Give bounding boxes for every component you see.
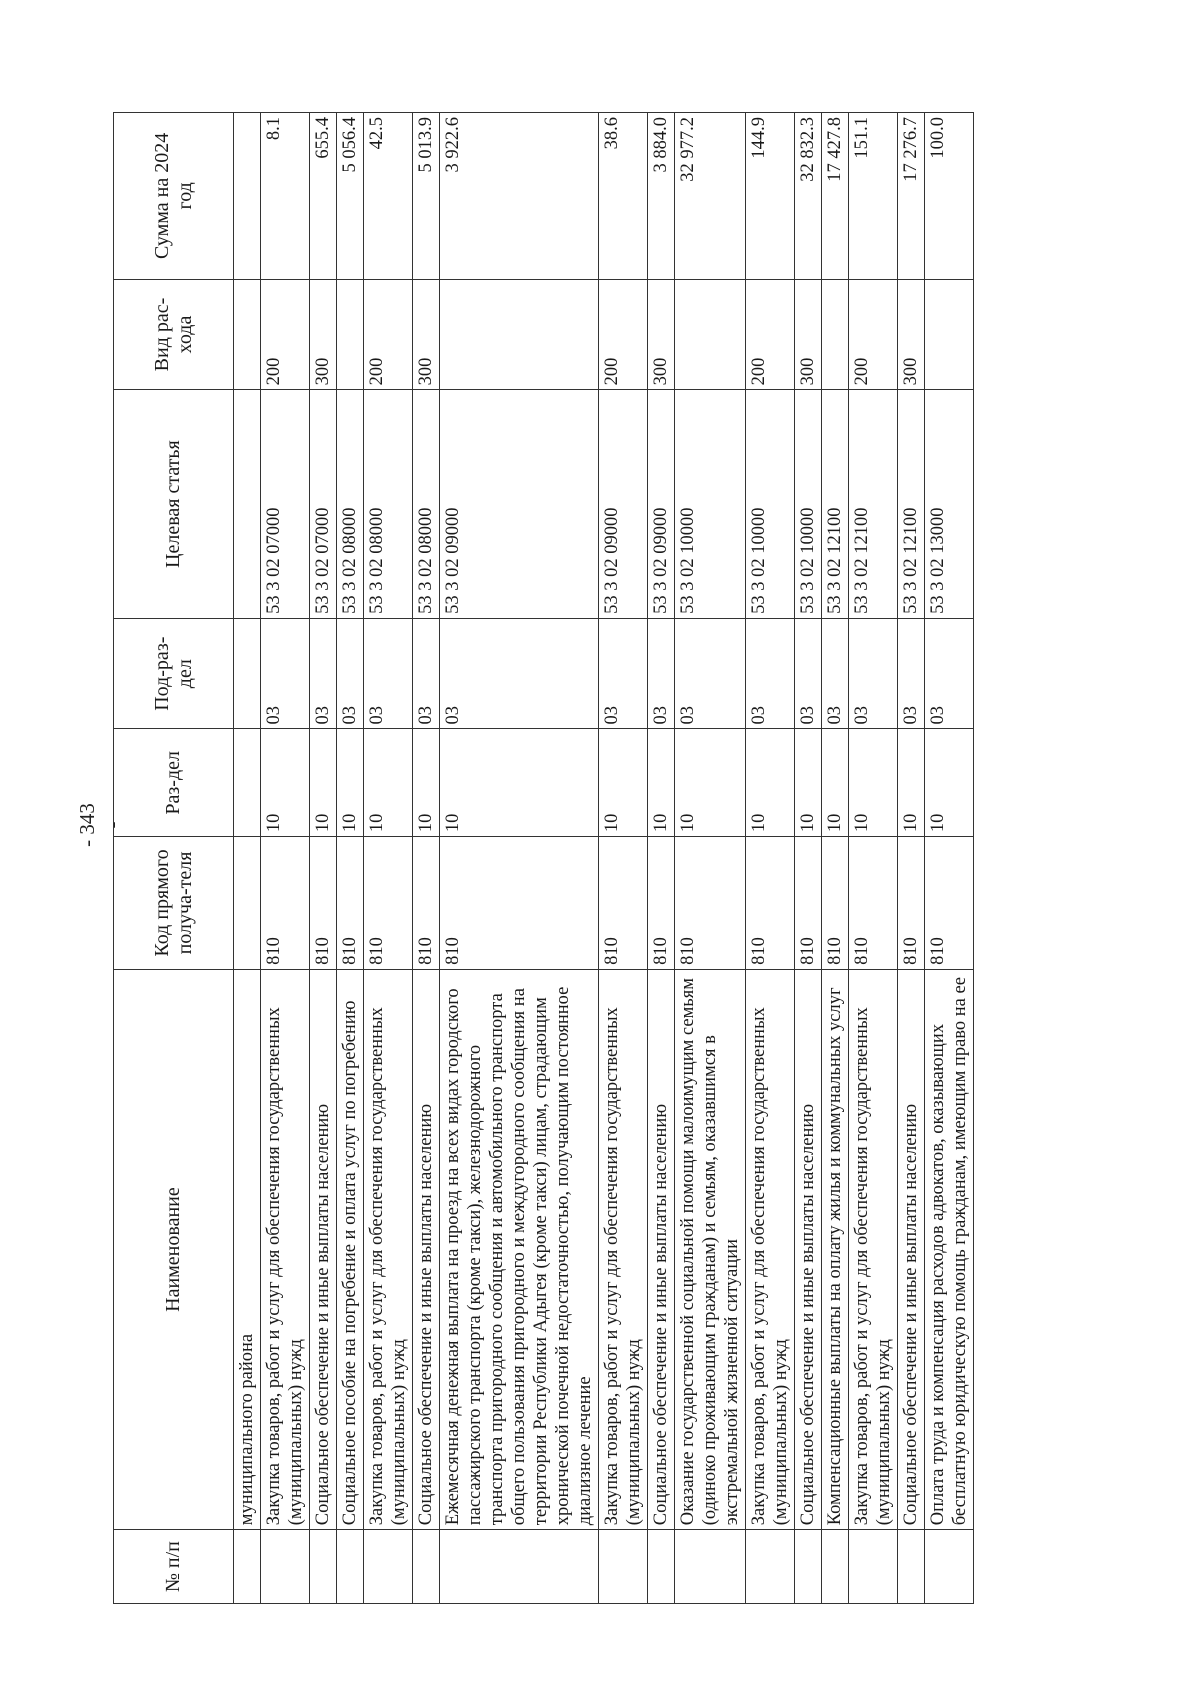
cell-celevaya: 53 3 02 10000 bbox=[746, 390, 795, 619]
cell-num bbox=[648, 1530, 675, 1604]
cell-summa: 5 013.9 bbox=[413, 113, 440, 280]
cell-celevaya: 53 3 02 10000 bbox=[795, 390, 822, 619]
cell-code: 810 bbox=[261, 837, 310, 970]
rotated-table-container bbox=[113, 112, 1061, 1604]
cell-podrazdel: 03 bbox=[440, 618, 599, 729]
cell-name: Ежемесячная денежная выплата на проезд на всех видах городского пассажирского транспорта (кроме такси), железнодорожного транспорта пригородного сообщения и автомобильного транспорта общего пользования пригородного и междугородного сообщения на территории Республики Адыгея (кроме такси) лицам, страдающим хронической почечной недостаточностью, получающим постоянное диализное лечение bbox=[440, 969, 599, 1529]
budget-table bbox=[113, 112, 974, 1604]
cell-vid: 200 bbox=[746, 279, 795, 390]
cell-name: Закупка товаров, работ и услуг для обеспечения государственных (муниципальных) нужд bbox=[746, 969, 795, 1529]
table-row bbox=[746, 113, 795, 1604]
cell-celevaya: 53 3 02 09000 bbox=[599, 390, 648, 619]
cell-razdel: 10 bbox=[795, 729, 822, 837]
cell-code: 810 bbox=[440, 837, 599, 970]
cell-summa bbox=[234, 113, 261, 280]
cell-podrazdel: 03 bbox=[261, 618, 310, 729]
cell-code: 810 bbox=[925, 837, 974, 970]
table-row bbox=[310, 113, 337, 1604]
cell-razdel: 10 bbox=[849, 729, 898, 837]
cell-summa: 32 977.2 bbox=[675, 113, 746, 280]
cell-podrazdel: 03 bbox=[795, 618, 822, 729]
table-row bbox=[337, 113, 364, 1604]
cell-num bbox=[746, 1530, 795, 1604]
cell-podrazdel: 03 bbox=[364, 618, 413, 729]
cell-vid bbox=[440, 279, 599, 390]
header-num: № п/п bbox=[114, 1530, 234, 1604]
cell-name: Социальное обеспечение и иные выплаты населению bbox=[898, 969, 925, 1529]
cell-num bbox=[898, 1530, 925, 1604]
page-number: - 343 - bbox=[75, 803, 124, 847]
cell-summa: 17 276.7 bbox=[898, 113, 925, 280]
cell-summa: 17 427.8 bbox=[822, 113, 849, 280]
cell-razdel: 10 bbox=[310, 729, 337, 837]
table-row bbox=[261, 113, 310, 1604]
cell-num bbox=[310, 1530, 337, 1604]
table-row bbox=[822, 113, 849, 1604]
cell-code: 810 bbox=[849, 837, 898, 970]
cell-vid bbox=[675, 279, 746, 390]
cell-celevaya: 53 3 02 12100 bbox=[898, 390, 925, 619]
cell-num bbox=[675, 1530, 746, 1604]
cell-summa: 151.1 bbox=[849, 113, 898, 280]
cell-name: Социальное обеспечение и иные выплаты населению bbox=[648, 969, 675, 1529]
cell-razdel: 10 bbox=[746, 729, 795, 837]
table-row bbox=[440, 113, 599, 1604]
cell-vid bbox=[234, 279, 261, 390]
cell-summa: 144.9 bbox=[746, 113, 795, 280]
table-row bbox=[849, 113, 898, 1604]
cell-podrazdel bbox=[234, 618, 261, 729]
table-row bbox=[413, 113, 440, 1604]
cell-vid: 200 bbox=[849, 279, 898, 390]
cell-razdel: 10 bbox=[648, 729, 675, 837]
cell-vid bbox=[822, 279, 849, 390]
cell-summa: 3 922.6 bbox=[440, 113, 599, 280]
cell-razdel: 10 bbox=[925, 729, 974, 837]
cell-celevaya: 53 3 02 08000 bbox=[337, 390, 364, 619]
table-row bbox=[364, 113, 413, 1604]
cell-razdel: 10 bbox=[261, 729, 310, 837]
cell-num bbox=[364, 1530, 413, 1604]
table-row bbox=[898, 113, 925, 1604]
cell-num bbox=[234, 1530, 261, 1604]
table-row bbox=[648, 113, 675, 1604]
cell-celevaya: 53 3 02 12100 bbox=[849, 390, 898, 619]
cell-name: Оплата труда и компенсация расходов адвокатов, оказывающих бесплатную юридическую помощь гражданам, имеющим право на ее bbox=[925, 969, 974, 1529]
cell-code: 810 bbox=[898, 837, 925, 970]
cell-podrazdel: 03 bbox=[822, 618, 849, 729]
cell-podrazdel: 03 bbox=[337, 618, 364, 729]
cell-name: Закупка товаров, работ и услуг для обеспечения государственных (муниципальных) нужд bbox=[599, 969, 648, 1529]
cell-razdel: 10 bbox=[599, 729, 648, 837]
cell-podrazdel: 03 bbox=[746, 618, 795, 729]
table-row bbox=[925, 113, 974, 1604]
table-row bbox=[795, 113, 822, 1604]
cell-summa: 5 056.4 bbox=[337, 113, 364, 280]
cell-celevaya: 53 3 02 07000 bbox=[310, 390, 337, 619]
cell-name: Социальное обеспечение и иные выплаты населению bbox=[413, 969, 440, 1529]
cell-celevaya bbox=[234, 390, 261, 619]
header-code: Код прямого получа-теля bbox=[114, 837, 234, 970]
cell-num bbox=[440, 1530, 599, 1604]
cell-summa: 100.0 bbox=[925, 113, 974, 280]
cell-num bbox=[337, 1530, 364, 1604]
cell-code: 810 bbox=[599, 837, 648, 970]
table-row bbox=[234, 113, 261, 1604]
cell-vid: 200 bbox=[364, 279, 413, 390]
cell-razdel: 10 bbox=[675, 729, 746, 837]
cell-vid: 200 bbox=[599, 279, 648, 390]
cell-num bbox=[261, 1530, 310, 1604]
cell-celevaya: 53 3 02 08000 bbox=[364, 390, 413, 619]
cell-summa: 8.1 bbox=[261, 113, 310, 280]
cell-num bbox=[599, 1530, 648, 1604]
cell-name: Закупка товаров, работ и услуг для обеспечения государственных (муниципальных) нужд bbox=[364, 969, 413, 1529]
cell-summa: 655.4 bbox=[310, 113, 337, 280]
cell-code: 810 bbox=[675, 837, 746, 970]
cell-code: 810 bbox=[795, 837, 822, 970]
cell-razdel: 10 bbox=[337, 729, 364, 837]
cell-podrazdel: 03 bbox=[648, 618, 675, 729]
table-row bbox=[599, 113, 648, 1604]
header-podrazdel: Под-раз-дел bbox=[114, 618, 234, 729]
cell-vid: 300 bbox=[898, 279, 925, 390]
cell-vid: 300 bbox=[310, 279, 337, 390]
cell-podrazdel: 03 bbox=[925, 618, 974, 729]
cell-code: 810 bbox=[413, 837, 440, 970]
cell-code: 810 bbox=[648, 837, 675, 970]
cell-vid: 200 bbox=[261, 279, 310, 390]
cell-num bbox=[413, 1530, 440, 1604]
header-summa: Сумма на 2024 год bbox=[114, 113, 234, 280]
cell-celevaya: 53 3 02 09000 bbox=[440, 390, 599, 619]
cell-code: 810 bbox=[310, 837, 337, 970]
cell-vid bbox=[337, 279, 364, 390]
cell-celevaya: 53 3 02 13000 bbox=[925, 390, 974, 619]
cell-code: 810 bbox=[337, 837, 364, 970]
cell-code: 810 bbox=[364, 837, 413, 970]
cell-num bbox=[822, 1530, 849, 1604]
cell-name: Компенсационные выплаты на оплату жилья и коммунальных услуг bbox=[822, 969, 849, 1529]
header-celevaya: Целевая статья bbox=[114, 390, 234, 619]
cell-podrazdel: 03 bbox=[310, 618, 337, 729]
cell-summa: 3 884.0 bbox=[648, 113, 675, 280]
table-header-row bbox=[114, 113, 234, 1604]
cell-razdel: 10 bbox=[364, 729, 413, 837]
cell-code: 810 bbox=[822, 837, 849, 970]
cell-vid: 300 bbox=[413, 279, 440, 390]
cell-vid: 300 bbox=[648, 279, 675, 390]
table-row bbox=[675, 113, 746, 1604]
header-razdel: Раз-дел bbox=[114, 729, 234, 837]
cell-podrazdel: 03 bbox=[849, 618, 898, 729]
cell-name: Социальное обеспечение и иные выплаты населению bbox=[310, 969, 337, 1529]
cell-name: Закупка товаров, работ и услуг для обеспечения государственных (муниципальных) нужд bbox=[261, 969, 310, 1529]
table-body bbox=[234, 113, 974, 1604]
cell-razdel: 10 bbox=[413, 729, 440, 837]
cell-name: муниципального района bbox=[234, 969, 261, 1529]
header-name: Наименование bbox=[114, 969, 234, 1529]
cell-summa: 42.5 bbox=[364, 113, 413, 280]
cell-podrazdel: 03 bbox=[413, 618, 440, 729]
cell-celevaya: 53 3 02 07000 bbox=[261, 390, 310, 619]
cell-razdel: 10 bbox=[440, 729, 599, 837]
cell-vid bbox=[925, 279, 974, 390]
cell-celevaya: 53 3 02 08000 bbox=[413, 390, 440, 619]
cell-name: Закупка товаров, работ и услуг для обеспечения государственных (муниципальных) нужд bbox=[849, 969, 898, 1529]
cell-razdel bbox=[234, 729, 261, 837]
cell-num bbox=[795, 1530, 822, 1604]
cell-vid: 300 bbox=[795, 279, 822, 390]
header-vid: Вид рас-хода bbox=[114, 279, 234, 390]
cell-podrazdel: 03 bbox=[898, 618, 925, 729]
cell-celevaya: 53 3 02 12100 bbox=[822, 390, 849, 619]
cell-code bbox=[234, 837, 261, 970]
cell-celevaya: 53 3 02 10000 bbox=[675, 390, 746, 619]
cell-code: 810 bbox=[746, 837, 795, 970]
cell-summa: 32 832.3 bbox=[795, 113, 822, 280]
cell-razdel: 10 bbox=[898, 729, 925, 837]
cell-summa: 38.6 bbox=[599, 113, 648, 280]
cell-num bbox=[925, 1530, 974, 1604]
cell-name: Социальное обеспечение и иные выплаты населению bbox=[795, 969, 822, 1529]
cell-name: Социальное пособие на погребение и оплата услуг по погребению bbox=[337, 969, 364, 1529]
cell-celevaya: 53 3 02 09000 bbox=[648, 390, 675, 619]
cell-podrazdel: 03 bbox=[675, 618, 746, 729]
cell-podrazdel: 03 bbox=[599, 618, 648, 729]
cell-name: Оказание государственной социальной помощи малоимущим семьям (одиноко проживающим гражданам) и семьям, оказавшимся в экстремальной жизненной ситуации bbox=[675, 969, 746, 1529]
cell-razdel: 10 bbox=[822, 729, 849, 837]
cell-num bbox=[849, 1530, 898, 1604]
